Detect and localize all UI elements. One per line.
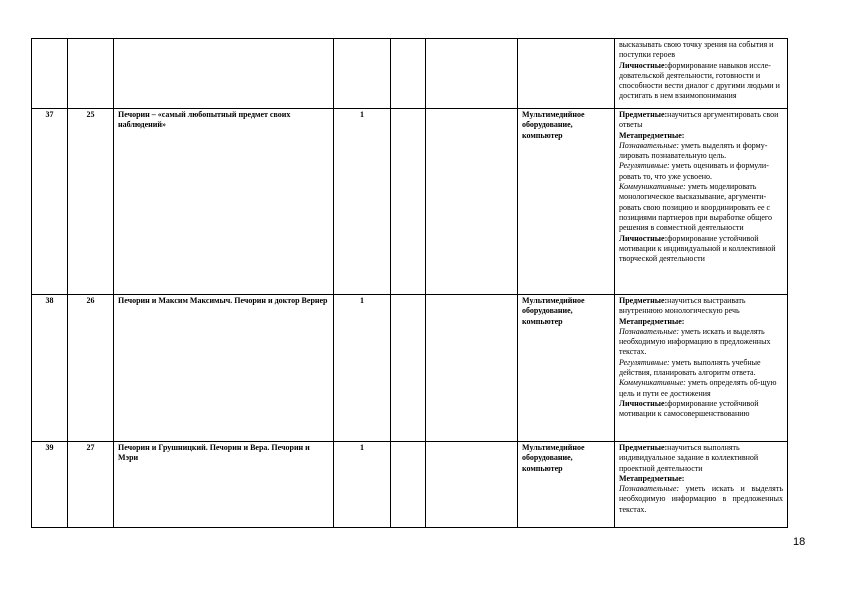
results-line: Познавательные: уметь искать и выделять необходимую информацию в предложенных текстах. [619, 484, 783, 514]
cell-equipment [518, 39, 615, 109]
personal-label: Личностные: [619, 60, 668, 70]
results-line: Метапредметные: [619, 130, 685, 140]
results-line: Регулятивные: уметь выполнять учебные действия, планировать алгоритм ответа. [619, 357, 761, 378]
cell-empty-1 [391, 109, 426, 295]
cell-empty-1 [391, 295, 426, 442]
cell-lesson: 25 [68, 109, 114, 295]
results-line: Метапредметные: [619, 316, 685, 326]
thematic-plan-table [31, 38, 788, 528]
page-number: 18 [793, 536, 806, 548]
cell-results [615, 109, 788, 295]
table-row [32, 442, 788, 528]
results-line: Предметные:научиться выстраивать внутреннюю монологическую речь [619, 296, 746, 316]
cell-results [615, 295, 788, 442]
results-line: Предметные:научиться выполнять индивидуальное задание в коллективной проектной деятельности [619, 443, 759, 473]
cell-num: 39 [32, 442, 68, 528]
cell-hours [334, 39, 391, 109]
cell-num [32, 39, 68, 109]
results-line: Личностные:формирование устойчивой мотивации к индивидуальной и коллективной творческой деятельности [619, 233, 776, 264]
cell-empty-1 [391, 442, 426, 528]
cell-topic: Печорин и Грушницкий. Печорин и Вера. Печорин и Мэри [114, 442, 334, 528]
results-line: Личностные:формирование устойчивой мотивации к самосовершенствованию [619, 398, 759, 419]
cell-topic [114, 39, 334, 109]
cell-empty-1 [391, 39, 426, 109]
cell-num: 38 [32, 295, 68, 442]
cell-hours: 1 [334, 295, 391, 442]
cell-equipment: Мультимедийное оборудование, компьютер [518, 109, 615, 295]
table-row [32, 295, 788, 442]
cell-results [615, 442, 788, 528]
table-row-continuation [32, 39, 788, 109]
table-row [32, 109, 788, 295]
results-line: Познавательные: уметь искать и выделять необходимую информацию в предложенных текстах. [619, 326, 771, 357]
cell-equipment: Мультимедийное оборудование, компьютер [518, 295, 615, 442]
results-line: Метапредметные: [619, 473, 685, 483]
results-line: высказывать свою точку зрения на события и поступки героев [619, 40, 774, 60]
cell-lesson: 26 [68, 295, 114, 442]
cell-hours: 1 [334, 442, 391, 528]
cell-equipment: Мультимедийное оборудование, компьютер [518, 442, 615, 528]
cell-topic: Печорин и Максим Максимыч. Печорин и доктор Вернер [114, 295, 334, 442]
cell-topic: Печорин – «самый любопытный предмет своих наблюдений» [114, 109, 334, 295]
results-line: Регулятивные: уметь оценивать и формули-ровать то, что уже усвоено. [619, 161, 769, 181]
cell-num: 37 [32, 109, 68, 295]
cell-empty-2 [426, 109, 518, 295]
personal-text: формирование навыков иссле-довательской деятельности, готовности и способности вести диалог с другими людьми и достигать в нем взаимопонимания [619, 60, 780, 101]
cell-empty-2 [426, 39, 518, 109]
cell-hours: 1 [334, 109, 391, 295]
results-line [619, 61, 783, 102]
cell-lesson: 27 [68, 442, 114, 528]
results-line: Коммуникативные: уметь моделировать монологическое высказывание, аргументи-ровать свою позицию и координировать ее с позициями партнеров при выработке общего решения в совместной деятельности [619, 182, 772, 233]
cell-empty-2 [426, 442, 518, 528]
results-line: Коммуникативные: уметь определять об-щую цель и пути ее достижения [619, 378, 777, 398]
cell-lesson [68, 39, 114, 109]
results-line: Познавательные: уметь выделять и форму-лировать познавательную цель. [619, 140, 768, 161]
results-line: Предметные:научиться аргументировать свои ответы [619, 110, 779, 130]
cell-empty-2 [426, 295, 518, 442]
cell-results [615, 39, 788, 109]
